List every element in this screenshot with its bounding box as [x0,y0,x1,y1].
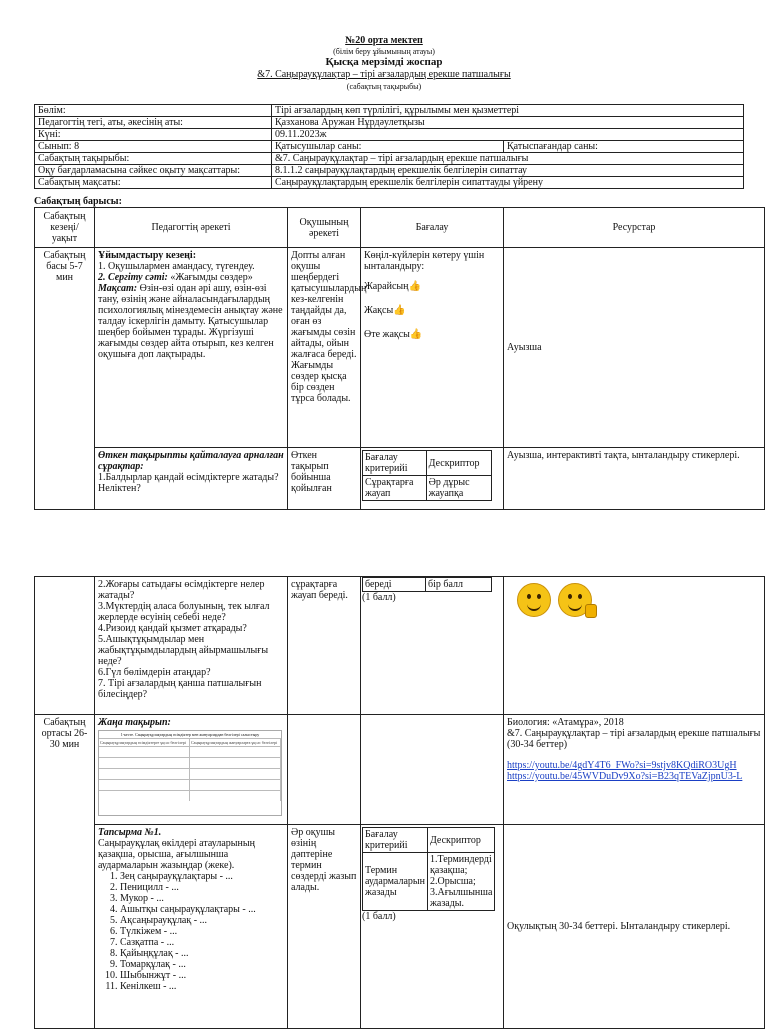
org-item-2 [98,272,284,283]
class-label: Сынып: 8 [35,141,272,153]
review-score: (1 балл) [362,592,396,603]
lesson-flow-table-continued [34,576,765,1029]
task1-title: Тапсырма №1. [98,827,162,838]
task1-assess [361,825,504,1029]
review-resource: Ауызша, интерактивті тақта, ынталандыру стикерлері. [504,448,765,510]
objectives-value: 8.1.1.2 саңырауқұлақтардың ерекшелік белгілерін сипаттау [272,165,744,177]
assess-intro: Көңіл-күйлерін көтеру үшін ынталандыру: [364,250,485,272]
resource-textbook: Биология: «Атамұра», 2018 [507,717,624,728]
col-teacher: Педагогтің әрекеті [95,208,288,248]
task1-resource: Оқулықтың 30-34 беттері. Ынталандыру стикерлері. [504,825,765,1029]
objectives-label: Оқу бағдарламасына сәйкес оқыту мақсаттары: [35,165,272,177]
lesson-topic: &7. Саңырауқұлақтар – тірі ағзалардың ерекше патшалығы [257,69,511,80]
review-q2: 2.Жоғары сатыдағы өсімдіктерге нелер жатады? [98,579,265,601]
list-item: 10. Шыбынжұт - ... [120,970,284,981]
sticker-images [517,583,761,620]
col-stage: Сабақтың кезеңі/уақыт [35,208,95,248]
task1-intro: Саңырауқұлақ өкілдері атауларының қазақша, орысша, ағылшынша аудармаларын жазыңдар (жеке). [98,838,255,871]
topic-label: Сабақтың тақырыбы: [35,153,272,165]
col-assessment: Бағалау [361,208,504,248]
review-student-cont: сұрақтарға жауап береді. [288,577,361,715]
lesson-flow-table [34,207,765,510]
goal-value: Саңырауқұлақтардың ерекшелік белгілерін сипаттауды үйрену [272,177,744,189]
task1-desc-3: 3.Ағылшынша жазады. [429,887,493,909]
list-item: 11. Кенілкеш - ... [120,981,284,992]
mini-h1: Саңырауқұлақтардың өсімдіктерге ұқсас белгілері [99,739,190,746]
task1-crit-label: Бағалау критерийі [363,828,428,853]
flow-label: Сабақтың барысы: [34,196,122,207]
review-criteria-table [362,450,492,501]
topic-caption: (сабақтың тақырыбы) [346,82,422,91]
smiley-sticker-icon [517,583,551,617]
date-label: Күні: [35,129,272,141]
video-link-1[interactable]: https://youtu.be/4gdY4T6_FWo?si=9stjv8KQdiRO3UgH [507,760,737,771]
review-teacher [95,448,288,510]
new-topic [95,715,288,825]
section-label: Бөлім: [35,105,272,117]
review-q3: 3.Мүктердің аласа болуының, тек ылғал жерлерде өсуінің себебі неде? [98,601,270,623]
thumbs-up-sticker-icon [558,583,592,617]
list-item: 9. Томарқұлақ - ... [120,959,284,970]
review-q1: 1.Балдырлар қандай өсімдіктерге жатады? Неліктен? [98,472,279,494]
warmup-label: 2. Сергіту сәті: [98,272,168,283]
goal-label-inline: Мақсат: [98,283,138,294]
review-q5: 5.Ашықтұқымдылар мен жабықтұқымдылардың айырмашылығы неде? [98,634,269,667]
goal-text: Өзін-өзі одан әрі ашу, өзін-өзі тану, өзінің және айналасындағылардың психологиялық мінездемесін анықтау және талдау іскерлігін дамыту. Қатысушылар шеңбер бойымен тұрады. Жүргізуші жағымды сөздер айта отырып, кез келген оқушыға доп лақтырады. [98,283,283,360]
list-item: 2. Пеницилл - ... [120,882,284,893]
task1-teacher [95,825,288,1029]
new-topic-student [288,715,361,825]
new-topic-title: Жаңа тақырып: [98,717,171,728]
mini-header [99,738,281,746]
review-title: Өткен тақырыпты қайталауға арналған сұрақтар: [98,450,284,472]
present-label: Қатысушылар саны: [272,141,504,153]
section-value: Тірі ағзалардың көп түрлілігі, құрылымы мен қызметтері [272,105,744,117]
assess-item-1: Жарайсың👍 [364,281,421,292]
plan-title: Қысқа мерзімді жоспар [325,56,443,68]
list-item: 1. Зең саңырауқұлақтары - ... [120,871,284,882]
stage-start-cont [35,577,95,715]
list-item: 5. Ақсаңырауқұлақ - ... [120,915,284,926]
review-crit-cont: береді [363,578,426,592]
stage-middle: Сабақтың ортасы 26-30 мин [35,715,95,1029]
org-stage [95,248,288,448]
student-start: Допты алған оқушы шеңбердегі қатысушылардың кез-келгенін таңдайды да, оған өз жағымды сөзін айтады, ойын жалғаса береді. Жағымды сөздер қысқа бір сөзден тұрса болады. [288,248,361,448]
review-q7: 7. Тірі ағзалардың қанша патшалығын білесіңдер? [98,678,262,700]
resource-topic: &7. Саңырауқұлақтар – тірі ағзалардың ерекше патшалығы (30-34 беттер) [507,728,761,750]
task1-desc-1: 1.Терминдерді қазақша; [429,854,492,876]
task1-student: Әр оқушы өзінің дәптеріне термин сөздерді жазып алады. [288,825,361,1029]
comparison-table-image [98,730,282,816]
task1-desc-values [427,853,494,911]
review-desc-label: Дескриптор [426,451,491,476]
task1-desc-label: Дескриптор [427,828,494,853]
review-assess [361,448,504,510]
col-resources: Ресурстар [504,208,765,248]
assess-item-2: Жақсы👍 [364,305,406,316]
org-title: Ұйымдастыру кезеңі: [98,250,197,261]
list-item: 4. Ашытқы саңырауқұлақтары - ... [120,904,284,915]
review-crit-label: Бағалау критерийі [363,451,427,476]
list-item: 6. Түлкіжем - ... [120,926,284,937]
col-student: Оқушының әрекеті [288,208,361,248]
new-topic-resources [504,715,765,825]
absent-label: Қатыспағандар саны: [504,141,744,153]
review-desc-value: Әр дұрыс жауапқа [426,476,491,501]
review-resource-cont [504,577,765,715]
task1-score: (1 балл) [362,911,396,922]
review-crit-value: Сұрақтарға жауап [363,476,427,501]
resource-start: Ауызша [504,248,765,448]
new-topic-assess [361,715,504,825]
assess-start [361,248,504,448]
list-item: 3. Мукор - ... [120,893,284,904]
org-goal [98,283,284,360]
video-link-2[interactable]: https://youtu.be/45WVDuDv9Xo?si=B23qTEVaZjpnU3-L [507,771,743,782]
page-gap [0,512,768,576]
warmup-value: «Жағымды сөздер» [167,272,253,283]
teacher-value: Қазханова Аружан Нұрдәулетқызы [272,117,744,129]
date-value: 09.11.2023ж [272,129,744,141]
review-criteria-cont [362,577,492,592]
mini-h2: Саңырауқұлақтардың жануарларға ұқсас белгілері [190,739,281,746]
mini-caption: 1-кесте. Саңырауқұлақтардың өсімдіктер мен жануарлардан белгілері салыстыру [120,732,260,737]
goal-label: Сабақтың мақсаты: [35,177,272,189]
review-desc-cont: бір балл [426,578,492,592]
list-item: 7. Сазқатпа - ... [120,937,284,948]
topic-value: &7. Саңырауқұлақтар – тірі ағзалардың ерекше патшалығы [272,153,744,165]
task1-list [98,871,284,992]
task1-criteria-table [362,827,495,911]
school-caption: (білім беру ұйымының атауы) [333,47,435,56]
review-q6: 6.Гүл бөлімдерін атаңдар? [98,667,211,678]
review-assess-cont [361,577,504,715]
assess-item-3: Өте жақсы👍 [364,329,423,340]
teacher-label: Педагогтің тегі, аты, әкесінің аты: [35,117,272,129]
org-item-1: 1. Оқушылармен амандасу, түгендеу. [98,261,255,272]
task1-crit-value: Термин аудармаларын жазады [363,853,428,911]
lesson-info-table [34,104,744,189]
task1-desc-2: 2.Орысша; [429,876,476,887]
school-name: №20 орта мектеп [345,35,423,46]
review-student: Өткен тақырып бойынша қойылған [288,448,361,510]
review-q4: 4.Ризоид қандай қызмет атқарады? [98,623,247,634]
list-item: 8. Қайыңқұлақ - ... [120,948,284,959]
stage-start: Сабақтың басы 5-7 мин [35,248,95,510]
review-questions [95,577,288,715]
